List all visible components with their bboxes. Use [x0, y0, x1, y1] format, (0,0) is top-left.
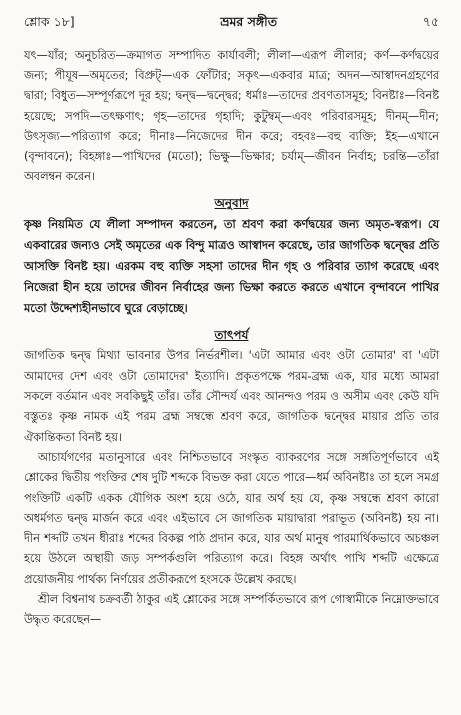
verse-reference: শ্লোক ১৮] [24, 14, 75, 29]
translation-text: কৃষ্ণ নিয়মিত যে লীলা সম্পাদন করতেন, তা শ্রবণ করা কর্ণদ্বয়ের জন্য অমৃত-স্বরূপ। যে একবারের জন্যও সেই অমৃতের এক বিন্দু মাত্রও আস্বাদন করেছে, তার জাগতিক দ্বন্দ্বের প্রতি আসক্তি বিনষ্ট হয়। এরকম বহু ব্যক্তি সহসা তাদের দীন গৃহ ও পরিবার ত্যাগ করেছে এবং নিজেরা হীন হয়ে তাদের জীবন নির্বাহের জন্য ভিক্ষা করতে করতে এখানে বৃন্দাবনে পাখির মতো উদ্দেশ্যহীনভাবে ঘুরে বেড়াচ্ছে। [24, 218, 439, 316]
purport-heading: তাৎপর্য [214, 328, 249, 343]
purport-paragraph: শ্রীল বিশ্বনাথ চক্রবর্তী ঠাকুর এই শ্লোকের সঙ্গে সম্পর্কিতভাবে রূপ গোস্বামীকে নিম্নোক্তভাবে উদ্ধৃত করেছেন— [24, 592, 439, 627]
page-number: ৭৫ [422, 14, 439, 29]
purport-body [24, 346, 439, 630]
purport-paragraph: জাগতিক দ্বন্দ্ব মিথ্যা ভাবনার উপর নির্ভরশীল। 'এটা আমার এবং ওটা তোমার' বা 'এটা আমাদের দেশ এবং ওটা তোমাদের' ইত্যাদি। প্রকৃতপক্ষে পরম-ব্রহ্ম এক, যার মধ্যে আমরা সকলে বর্তমান এবং সবকিছুই তাঁর। তাঁর সৌন্দর্য এবং আনন্দও পরম ও অসীম এবং কেউ যদি বস্তুতঃ কৃষ্ণ নামক এই পরম ব্রহ্ম সম্বন্ধে শ্রবণ করে, জাগতিক দ্বন্দ্বের মায়ার প্রতি তার ঐকান্তিকতা বিনষ্ট হয়। [24, 349, 439, 444]
book-title: ভ্রমর সঙ্গীত [220, 14, 278, 29]
translation-heading: অনুবাদ [214, 196, 249, 211]
page-header [24, 14, 439, 36]
synonyms-paragraph: যৎ—যাঁর; অনুচরিত—ক্রমাগত সম্পাদিত কার্যাবলী; লীলা—এরূপ লীলার; কর্ণ—কর্ণদ্বয়ের জন্য; পীযূষ—অমৃতের; বিপ্রুট্—এক ফোঁটার; সকৃৎ—একবার মাত্র; অদন—আস্বাদনগ্রহণের দ্বারা; বিধুত—সম্পূর্ণরূপে দূর হয়; দ্বন্দ্ব—দ্বন্দ্বের; ধর্মাঃ—তাদের প্রবণতাসমূহ; বিনষ্টাঃ—বিনষ্ট হয়েছে; সপদি—তৎক্ষণাৎ; গৃহ—তাদের গৃহাদি; কুটুম্বম্—এবং পরিবারসমূহ; দীনম্—দীন; উৎসৃজ্য—পরিত্যাগ করে; দীনাঃ—নিজেদের দীন করে; বহবঃ—বহু ব্যক্তি; ইহ—এখানে (বৃন্দাবনে); বিহঙ্গাঃ—পাখিদের (মতো); ভিক্ষু—ভিক্ষার; চর্যাম্—জীবন নির্বাহ; চরন্তি—তাঁরা অবলম্বন করেন। [24, 49, 439, 184]
purport-paragraph: আচার্যগণের মতানুসারে এবং নিশ্চিতভাবে সংস্কৃত ব্যাকরণের সঙ্গে সঙ্গতিপূর্ণভাবে এই শ্লোকের দ্বিতীয় পংক্তির শেষ দুটি শব্দকে বিভক্ত করা যেতে পারে—ধর্ম অবিনষ্টাঃ তা হলে সমগ্র পংক্তিটি একটি একক যৌগিক অংশ হয়ে ওঠে, যার অর্থ হয় যে, কৃষ্ণ সম্বন্ধে শ্রবণ কারো অধর্মগত দ্বন্দ্ব মার্জন করে এবং এইভাবে সে জাগতিক মায়াদ্বারা পরাভূত (অবিনষ্ট) হয় না। দীন শব্দটি তখন ধীরাঃ শব্দের বিকল্প পাঠ প্রদান করে, যার অর্থ মানুষ পারমার্থিকভাবে অচঞ্চল হয়ে উঠলে অস্থায়ী জড় সম্পর্কগুলি পরিত্যাগ করে। বিহঙ্গ অর্থাৎ পাখি শব্দটি এক্ষেত্রে প্রয়োজনীয় পার্থক্য নির্ণয়ের প্রতীকরূপে হংসকে উল্লেখ করছে। [24, 450, 439, 586]
